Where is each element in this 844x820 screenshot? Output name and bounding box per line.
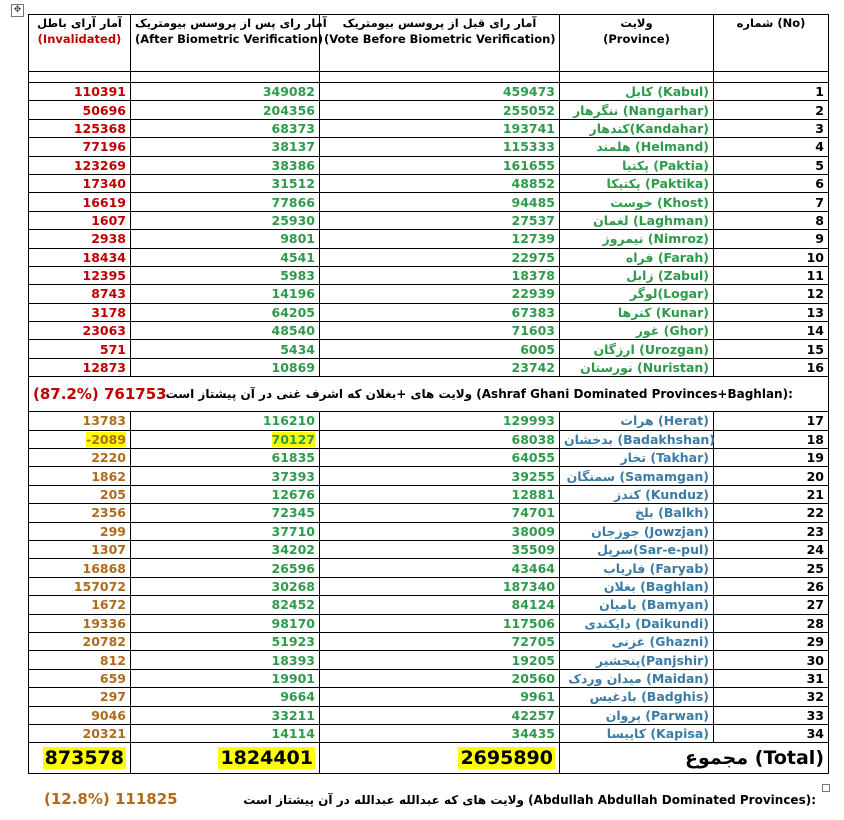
invalidated-cell: 571 [29,340,131,358]
after-verification-cell: 31512 [131,174,320,192]
after-verification-cell: 64205 [131,303,320,321]
row-number-cell: 9 [714,230,829,248]
abdullah-provinces-caption: ولایت های که عبدالله عبدالله در آن پیشتاز است (Abdullah Abdullah Dominated Provinces): [243,793,816,807]
province-cell: پنجشیر(Panjshir) [560,651,714,669]
invalidated-cell: 20321 [29,724,131,742]
after-verification-cell: 61835 [131,449,320,467]
before-verification-cell: 27537 [320,211,560,229]
table-move-handle-icon[interactable]: ✥ [11,4,24,17]
row-number-cell: 14 [714,322,829,340]
invalidated-cell: 297 [29,688,131,706]
invalidated-cell: 1607 [29,211,131,229]
before-verification-cell: 193741 [320,119,560,137]
before-verification-cell: 23742 [320,358,560,376]
province-cell: نیمروز (Nimroz) [560,230,714,248]
header-invalidated-fa: آمار آرای باطل [37,16,122,30]
table-row [29,430,829,448]
invalidated-cell: 9046 [29,706,131,724]
invalidated-cell: 125368 [29,119,131,137]
before-verification-cell: 255052 [320,101,560,119]
after-verification-cell: 26596 [131,559,320,577]
table-row [29,156,829,174]
invalidated-cell: 110391 [29,83,131,101]
header-before-fa: آمار رای قبل از پروسس بیومتریک [342,16,537,30]
header-before-en: (Vote Before Biometric Verification) [324,32,556,46]
province-cell: دایکندی (Daikundi) [560,614,714,632]
before-verification-cell: 12739 [320,230,560,248]
row-number-cell: 5 [714,156,829,174]
row-number-cell: 2 [714,101,829,119]
invalidated-cell: 23063 [29,322,131,340]
province-cell: سمنگان (Samamgan) [560,467,714,485]
before-verification-cell: 161655 [320,156,560,174]
after-verification-cell: 14196 [131,285,320,303]
province-cell: پکتیا (Paktia) [560,156,714,174]
total-row [29,743,829,774]
before-verification-cell: 34435 [320,724,560,742]
after-verification-cell-value: 70127 [271,431,315,447]
before-verification-cell: 117506 [320,614,560,632]
row-number-cell: 10 [714,248,829,266]
total-label: مجموع (Total) [560,743,829,774]
before-verification-cell: 72705 [320,632,560,650]
province-cell: نورستان (Nuristan) [560,358,714,376]
row-number-cell: 19 [714,449,829,467]
header-after [131,15,327,72]
table-row [29,83,829,101]
row-number-cell: 34 [714,724,829,742]
invalidated-cell: 1672 [29,596,131,614]
row-number-cell: 30 [714,651,829,669]
row-number-cell: 23 [714,522,829,540]
before-verification-cell: 129993 [320,412,560,430]
row-number-cell: 21 [714,485,829,503]
invalidated-cell: 299 [29,522,131,540]
row-number-cell: 33 [714,706,829,724]
province-cell: هلمند (Helmand) [560,138,714,156]
invalidated-cell: 2938 [29,230,131,248]
after-verification-cell: 34202 [131,540,320,558]
table-row [29,138,829,156]
after-verification-cell [131,430,320,448]
row-number-cell: 29 [714,632,829,650]
invalidated-cell: 1307 [29,540,131,558]
before-verification-cell: 22975 [320,248,560,266]
province-cell: بدخشان (Badakhshan) [560,430,714,448]
table-row [29,285,829,303]
after-verification-cell: 48540 [131,322,320,340]
after-verification-cell: 38386 [131,156,320,174]
abdullah-total-invalidated: (12.8%) 111825 [44,790,178,808]
row-number-cell: 17 [714,412,829,430]
table-row [29,412,829,430]
before-verification-cell: 115333 [320,138,560,156]
total-after-verification [131,743,320,774]
province-cell: ننگرهار (Nangarhar) [560,101,714,119]
after-verification-cell: 82452 [131,596,320,614]
before-verification-cell: 9961 [320,688,560,706]
invalidated-cell: 812 [29,651,131,669]
row-number-cell: 27 [714,596,829,614]
row-number-cell: 24 [714,540,829,558]
before-verification-cell: 187340 [320,577,560,595]
before-verification-cell: 42257 [320,706,560,724]
table-row [29,559,829,577]
after-verification-cell: 68373 [131,119,320,137]
table-row [29,449,829,467]
after-verification-cell: 349082 [131,83,320,101]
after-verification-cell: 5434 [131,340,320,358]
ghani-summary-row [29,377,829,412]
invalidated-cell: 20782 [29,632,131,650]
before-verification-cell: 68038 [320,430,560,448]
invalidated-cell: 19336 [29,614,131,632]
after-verification-cell: 9664 [131,688,320,706]
after-verification-cell: 5983 [131,266,320,284]
before-verification-cell: 43464 [320,559,560,577]
table-row [29,119,829,137]
table-row [29,540,829,558]
table-row [29,688,829,706]
header-province-en: (Province) [603,32,670,46]
before-verification-cell: 18378 [320,266,560,284]
row-number-cell: 3 [714,119,829,137]
province-cell: غزنی (Ghazni) [560,632,714,650]
vote-table [28,14,829,774]
before-verification-cell: 35509 [320,540,560,558]
table-row [29,248,829,266]
province-cell: پکتیکا (Paktika) [560,174,714,192]
invalidated-cell: 12873 [29,358,131,376]
province-cell: فاریاب (Faryab) [560,559,714,577]
invalidated-cell: 18434 [29,248,131,266]
before-verification-cell: 38009 [320,522,560,540]
province-cell: کابل (Kabul) [560,83,714,101]
province-cell: سرپل(Sar-e-pul) [560,540,714,558]
table-resize-handle[interactable] [822,784,830,792]
province-cell: خوست (Khost) [560,193,714,211]
table-row [29,706,829,724]
invalidated-cell: 205 [29,485,131,503]
header-province [560,15,714,72]
after-verification-cell: 116210 [131,412,320,430]
invalidated-cell: 2356 [29,504,131,522]
province-cell: لغمان (Laghman) [560,211,714,229]
province-cell: زابل (Zabul) [560,266,714,284]
province-cell: بادغیس (Badghis) [560,688,714,706]
before-verification-cell: 71603 [320,322,560,340]
province-cell: کاپیسا (Kapisa) [560,724,714,742]
total-before-verification-value: 2695890 [460,747,553,770]
after-verification-cell: 9801 [131,230,320,248]
ghani-provinces-caption: ولایت های +بغلان که اشرف غنی در آن پیشتاز است (Ashraf Ghani Dominated Provinces+Baghlan): [131,377,829,412]
province-cell: جوزجان (Jowzjan) [560,522,714,540]
header-invalidated-en: (Invalidated) [37,32,122,46]
after-verification-cell: 12676 [131,485,320,503]
invalidated-cell: 123269 [29,156,131,174]
invalidated-cell: 50696 [29,101,131,119]
row-number-cell: 4 [714,138,829,156]
after-verification-cell: 38137 [131,138,320,156]
total-before-verification [320,743,560,774]
after-verification-cell: 77866 [131,193,320,211]
after-verification-cell: 72345 [131,504,320,522]
table-row [29,358,829,376]
after-verification-cell: 19901 [131,669,320,687]
table-row [29,632,829,650]
before-verification-cell: 94485 [320,193,560,211]
row-number-cell: 7 [714,193,829,211]
footer-summary [0,786,844,816]
province-cell: لوگر(Logar) [560,285,714,303]
province-cell: میدان وردک (Maidan) [560,669,714,687]
total-invalidated [29,743,131,774]
row-number-cell: 26 [714,577,829,595]
after-verification-cell: 30268 [131,577,320,595]
row-number-cell: 8 [714,211,829,229]
header-province-fa: ولایت [620,16,653,30]
table-row [29,485,829,503]
header-after-fa: آمار رای پس از پروسس بیومتریک [135,16,327,30]
province-cell: غور (Ghor) [560,322,714,340]
row-number-cell: 16 [714,358,829,376]
table-row [29,522,829,540]
header-after-en: (After Biometric Verification) [135,32,324,46]
invalidated-cell: 16868 [29,559,131,577]
row-number-cell: 1 [714,83,829,101]
row-number-cell: 22 [714,504,829,522]
after-verification-cell: 51923 [131,632,320,650]
before-verification-cell: 22939 [320,285,560,303]
invalidated-cell: 13783 [29,412,131,430]
invalidated-cell: 8743 [29,285,131,303]
header-invalidated [29,15,131,72]
before-verification-cell: 67383 [320,303,560,321]
province-cell: ارزگان (Urozgan) [560,340,714,358]
header-number [714,15,829,72]
invalidated-cell: 16619 [29,193,131,211]
province-cell: بلخ (Balkh) [560,504,714,522]
table-row [29,303,829,321]
province-cell: فراه (Farah) [560,248,714,266]
table-row [29,322,829,340]
table-row [29,467,829,485]
after-verification-cell: 4541 [131,248,320,266]
row-number-cell: 11 [714,266,829,284]
province-cell: کنرها (Kunar) [560,303,714,321]
invalidated-cell-value: -2089 [86,431,126,447]
row-number-cell: 32 [714,688,829,706]
table-row [29,230,829,248]
table-row [29,101,829,119]
invalidated-cell: 3178 [29,303,131,321]
after-verification-cell: 18393 [131,651,320,669]
row-number-cell: 13 [714,303,829,321]
province-cell: پروان (Parwan) [560,706,714,724]
province-cell: بغلان (Baghlan) [560,577,714,595]
row-number-cell: 28 [714,614,829,632]
spacer-row [29,72,829,83]
province-cell: هرات (Herat) [560,412,714,430]
before-verification-cell: 459473 [320,83,560,101]
after-verification-cell: 37710 [131,522,320,540]
table-row [29,211,829,229]
table-row [29,340,829,358]
after-verification-cell: 33211 [131,706,320,724]
province-cell: تخار (Takhar) [560,449,714,467]
before-verification-cell: 74701 [320,504,560,522]
before-verification-cell: 64055 [320,449,560,467]
table-row [29,577,829,595]
row-number-cell: 6 [714,174,829,192]
ghani-total-invalidated: (87.2%) 761753 [29,377,131,412]
invalidated-cell: 659 [29,669,131,687]
before-verification-cell: 84124 [320,596,560,614]
invalidated-cell: 77196 [29,138,131,156]
before-verification-cell: 48852 [320,174,560,192]
table-row [29,266,829,284]
after-verification-cell: 10869 [131,358,320,376]
total-invalidated-value: 873578 [44,747,124,770]
row-number-cell: 25 [714,559,829,577]
invalidated-cell: 17340 [29,174,131,192]
table-row [29,174,829,192]
table-header-row [29,15,829,72]
table-row [29,651,829,669]
invalidated-cell [29,430,131,448]
after-verification-cell: 37393 [131,467,320,485]
before-verification-cell: 20560 [320,669,560,687]
province-cell: کندهار(Kandahar) [560,119,714,137]
row-number-cell: 31 [714,669,829,687]
invalidated-cell: 12395 [29,266,131,284]
table-row [29,614,829,632]
row-number-cell: 15 [714,340,829,358]
table-row [29,504,829,522]
province-cell: کندز (Kunduz) [560,485,714,503]
total-after-verification-value: 1824401 [220,747,313,770]
table-row [29,193,829,211]
invalidated-cell: 157072 [29,577,131,595]
invalidated-cell: 1862 [29,467,131,485]
table-row [29,596,829,614]
table-row [29,669,829,687]
row-number-cell: 20 [714,467,829,485]
after-verification-cell: 25930 [131,211,320,229]
after-verification-cell: 98170 [131,614,320,632]
before-verification-cell: 19205 [320,651,560,669]
invalidated-cell: 2220 [29,449,131,467]
before-verification-cell: 12881 [320,485,560,503]
before-verification-cell: 39255 [320,467,560,485]
after-verification-cell: 14114 [131,724,320,742]
header-number-label: شماره (No) [736,16,806,30]
province-cell: بامیان (Bamyan) [560,596,714,614]
header-before [320,15,560,72]
before-verification-cell: 6005 [320,340,560,358]
row-number-cell: 18 [714,430,829,448]
after-verification-cell: 204356 [131,101,320,119]
row-number-cell: 12 [714,285,829,303]
table-row [29,724,829,742]
